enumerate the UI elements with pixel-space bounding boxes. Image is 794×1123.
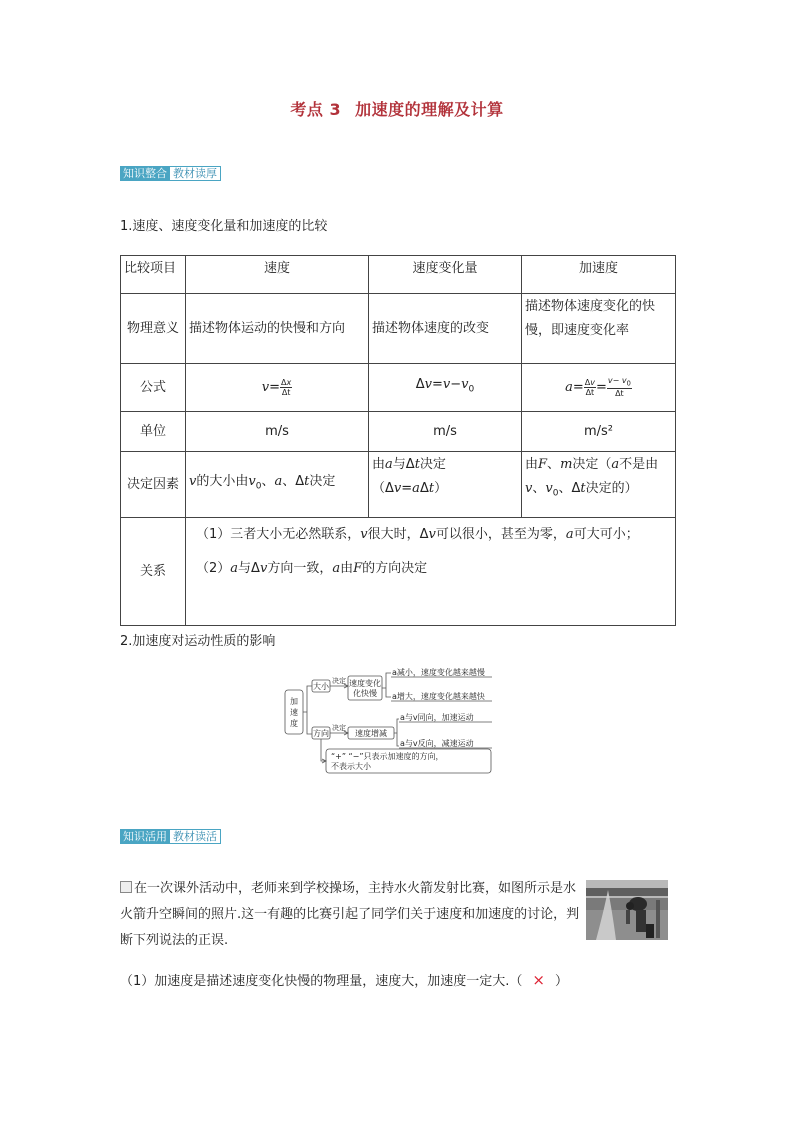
diagram-root-3: 度 [290,719,298,728]
table-cell: m/s [369,412,522,452]
diagram-rate-b: a增大，速度变化越来越快 [392,692,485,701]
decide-acceleration: 由F、m决定（a不是由v、$v_0$、Δt决定的） [522,452,676,518]
acceleration-diagram [284,664,498,779]
row-label: 公式 [121,364,186,412]
diagram-root-2: 速 [290,708,298,717]
formula-velocity: v= $\frac{\Delta x}{\Delta t}$ [186,364,369,412]
header-cell: 速度 [186,256,369,294]
diagram-opposite: a与v反向，减速运动 [400,739,474,748]
section-badge: 知识活用 教材读活 [120,829,221,844]
diagram-size: 大小 [313,682,329,691]
rocket-launch-photo [586,880,668,940]
row-label: 关系 [121,518,186,626]
diagram-sign-line1: “+” “−”只表示加速度的方向， [331,752,444,761]
diagram-sign-line2: 不表示大小 [331,762,371,771]
diagram-rate-line2: 化快慢 [353,689,377,698]
formula-delta-v: $\Delta v=v-v_0$ [369,364,522,412]
decide-delta-v: 由a与Δt决定（Δv=aΔt） [369,452,522,518]
row-label: 决定因素 [121,452,186,518]
section-heading: 2.加速度对运动性质的影响 [120,634,276,649]
diagram-increase: 速度增减 [355,729,387,738]
header-cell: 速度变化量 [369,256,522,294]
header-cell: 比较项目 [121,256,186,294]
header-cell: 加速度 [522,256,676,294]
diagram-decide: 决定 [332,677,346,685]
table-cell: m/s [186,412,369,452]
section-heading: 1.速度、速度变化量和加速度的比较 [120,219,328,234]
diagram-direction: 方向 [313,729,329,738]
diagram-root-1: 加 [290,697,298,706]
decide-velocity: v的大小由$v_0$、a、Δt决定 [186,452,369,518]
question-icon [120,881,132,893]
formula-acceleration: a= $\frac{\Delta v}{\Delta t}$ = $\frac{v- v_0}{\Delta t}$ [522,364,676,412]
statement-1: （1）加速度是描述速度变化快慢的物理量，速度大，加速度一定大.（ × ） [120,971,568,989]
diagram-rate-line1: 速度变化 [349,679,381,688]
wrong-mark: × [532,971,545,989]
diagram-same: a与v同向，加速运动 [400,713,474,722]
diagram-decide: 决定 [332,724,346,732]
table-cell: 描述物体速度的改变 [369,294,522,364]
page-title: 考点 3 加速度的理解及计算 [290,100,504,119]
row-label: 单位 [121,412,186,452]
table-cell: 描述物体运动的快慢和方向 [186,294,369,364]
diagram-rate-a: a减小，速度变化越来越慢 [392,668,485,677]
table-cell: m/s² [522,412,676,452]
question-text: 在一次课外活动中，老师来到学校操场，主持水火箭发射比赛，如图所示是水火箭升空瞬间的照片.这一有趣的比赛引起了同学们关于速度和加速度的讨论，判断下列说法的正误. [120,881,580,948]
relation-cell: （1）三者大小无必然联系，v很大时，Δv可以很小，甚至为零，a可大可小； （2）a与Δv方向一致，a由F的方向决定 [186,518,676,626]
table-cell: 描述物体速度变化的快慢，即速度变化率 [522,294,676,364]
row-label: 物理意义 [121,294,186,364]
comparison-table [120,255,676,626]
section-badge: 知识整合 教材读厚 [120,166,221,181]
